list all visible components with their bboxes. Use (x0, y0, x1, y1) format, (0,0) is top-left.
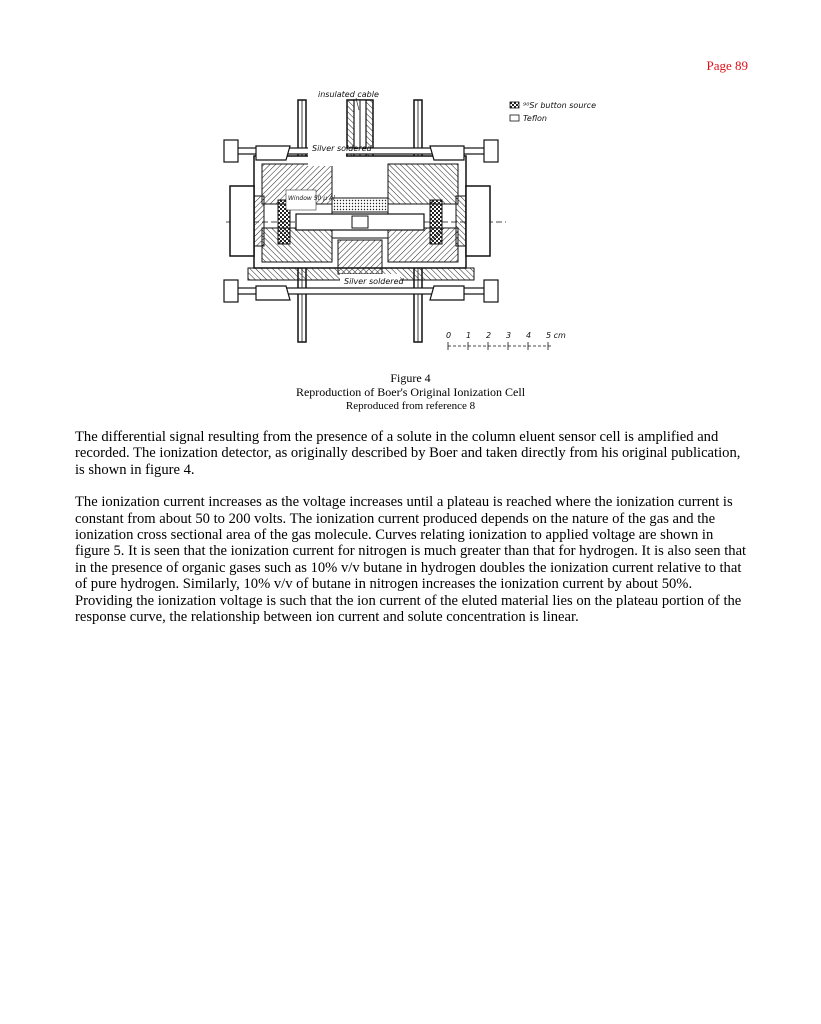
figure-source: Reproduced from reference 8 (345, 400, 476, 412)
page-number: Page 89 (706, 58, 748, 73)
scale-tick-5: 5 cm (546, 331, 566, 340)
scale-tick-2: 2 (486, 331, 492, 340)
body-text (75, 429, 750, 641)
ionization-cell-diagram (216, 88, 596, 358)
scale-bar (446, 331, 566, 350)
paragraph: The ionization current increases as the voltage increases until a plateau is reached where the ionization current is constant from about 50 to 200 volts. The ionization current produced depends on the nature of the gas and the ionization cross sectional area of the gas molecule. Curves relating ionization to applied voltage are shown in figure 5. It is seen that the ionization current for nitrogen is much greater than that for hydrogen. It is also seen that in the presence of organic gases such as 10% v/v butane in hydrogen doubles the ionization current relative to that of pure hydrogen. Similarly, 10% v/v of butane in nitrogen increases the ionization current by about 50%. Providing the ionization voltage is such that the ion current of the eluted material lies on the plateau portion of the response curve, the relationship between ion current and solute concentration is linear. (75, 494, 747, 626)
scale-tick-4: 4 (526, 331, 532, 340)
scale-tick-1: 1 (466, 331, 472, 340)
label-source-legend: ⁹⁰Sr button source (523, 101, 596, 110)
teflon-legend-swatch (510, 115, 519, 121)
figure-subtitle: Reproduction of Boer's Original Ionization Cell (295, 385, 526, 399)
figure-caption (0, 371, 821, 413)
scale-tick-3: 3 (506, 331, 512, 340)
figure-title: Figure 4 (390, 371, 431, 385)
label-window: Window 50 μ Al (288, 195, 335, 202)
paragraph: The differential signal resulting from the presence of a solute in the column eluent sensor cell is amplified and recorded. The ionization detector, as originally described by Boer and taken directly from his original publication, is shown in figure 4. (75, 429, 741, 478)
label-insulated-cable: insulated cable (318, 90, 379, 99)
scale-tick-0: 0 (446, 331, 452, 340)
label-silver-soldered-bottom: Silver soldered (344, 277, 404, 286)
label-silver-soldered-top: Silver soldered (312, 144, 372, 153)
label-teflon-legend: Teflon (523, 114, 547, 123)
ionization-cell-figure (216, 88, 596, 358)
legend (510, 101, 596, 123)
source-legend-swatch (510, 102, 519, 108)
